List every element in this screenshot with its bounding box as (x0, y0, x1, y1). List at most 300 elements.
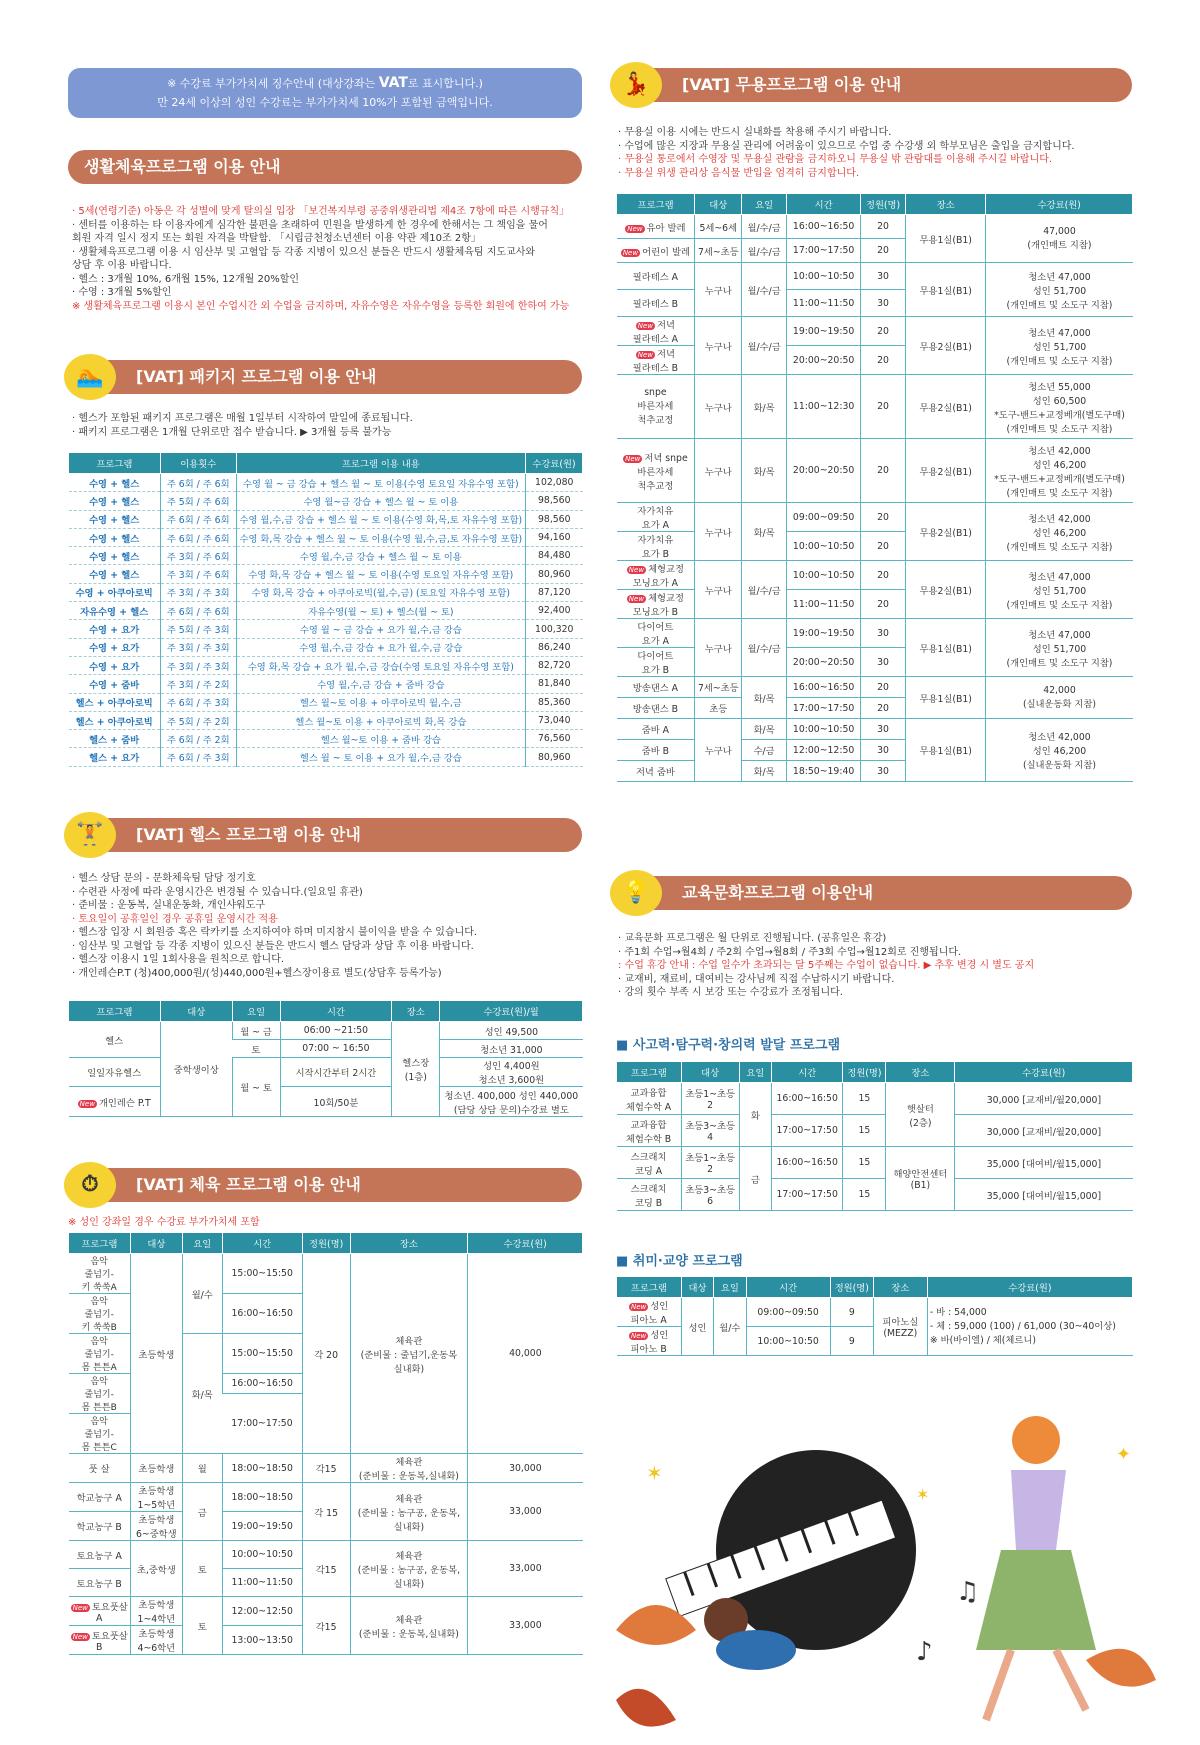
leaf-decoration (1086, 1649, 1156, 1687)
new-badge: New (625, 454, 641, 463)
table-row (69, 1254, 583, 1294)
table-cell: 10:00~10:50 (786, 532, 860, 561)
package-fee: 76,560 (526, 730, 583, 748)
svg-text:♫: ♫ (956, 1577, 980, 1607)
table-cell: 초등1~초등2 (681, 1083, 739, 1115)
dance-program: New 저녁 snpe 바른자세 척추교정 (617, 439, 695, 503)
package-count: 주 3회 / 주 6회 (160, 547, 236, 565)
sports-cell: 월 (182, 1454, 222, 1483)
health-time: 시작시간부터 2시간 (280, 1058, 392, 1087)
table-cell: 9 (830, 1298, 873, 1327)
column-header: 정원(명) (830, 1277, 873, 1298)
sports-time: 15:00~15:50 (222, 1254, 302, 1294)
sports-fee: 33,000 (468, 1597, 583, 1655)
table-cell: 17:00~17:50 (786, 698, 860, 719)
table-cell: 20 (861, 698, 906, 719)
table-cell: 16:00~16:50 (786, 215, 860, 239)
package-content: 수영 월,수,금 강습 + 헬스 월 ~ 토 이용 (236, 547, 525, 565)
table-cell: 30 (861, 719, 906, 740)
column-header: 요일 (714, 1277, 746, 1298)
table-cell: 무용2실(B1) (905, 561, 986, 619)
sports-day: 화/목 (182, 1334, 222, 1454)
vat-word: VAT (378, 75, 408, 91)
column-header: 시간 (222, 1233, 302, 1254)
new-badge: New (628, 566, 645, 574)
table-cell: 월/수/금 (742, 263, 787, 317)
dance-program: 필라테스 B (617, 290, 695, 317)
package-count: 주 6회 / 주 6회 (160, 528, 236, 546)
table-cell: 방송댄스 B (617, 698, 695, 719)
note-item: · 헬스장 입장 시 회원증 혹은 락카키를 소지하여야 하며 미지참시 불이익을 받을 수 있습니다. (72, 927, 478, 938)
table-cell: 35,000 [대여비/월15,000] (955, 1179, 1133, 1211)
life-sports-notes (72, 205, 592, 313)
package-fee: 81,840 (526, 675, 583, 693)
table-cell: 청소년 47,000 성인 51,700 (개인매트 및 소도구 지참) (986, 317, 1133, 375)
table-row (69, 693, 583, 711)
sports-fee: 40,000 (468, 1254, 583, 1454)
column-header: 수강료(원) (955, 1062, 1133, 1083)
package-program: 수영 + 헬스 (69, 510, 161, 528)
table-cell: 10:00~10:50 (786, 561, 860, 590)
sports-note: ※ 성인 강좌일 경우 수강료 부가가치세 포함 (68, 1217, 260, 1228)
table-row (69, 1541, 583, 1569)
package-program: 수영 + 헬스 (69, 547, 161, 565)
sports-target: 초등학생 6~중학생 (130, 1512, 182, 1541)
column-header: 정원(명) (843, 1062, 886, 1083)
table-cell: 줌바 B (617, 740, 695, 761)
dance-program: New 체형교정 모닝요가 B (617, 590, 695, 619)
edu-header (614, 876, 1132, 910)
table-cell: 해양안전센터 (B1) (886, 1147, 955, 1211)
package-content: 자유수영(월 ~ 토) + 헬스(월 ~ 토) (236, 602, 525, 620)
package-content: 수영 화,목 강습 + 헬스 월 ~ 토 이용(수영 월,수,금,토 자유수영 포함) (236, 528, 525, 546)
column-header: 요일 (742, 194, 787, 215)
table-cell: 월/수/금 (742, 239, 787, 263)
table-row (69, 1597, 583, 1626)
svg-text:✶: ✶ (646, 1461, 663, 1485)
dance-program: New 유아 발레 (617, 215, 695, 239)
package-program: 수영 + 헬스 (69, 528, 161, 546)
column-header: 시간 (280, 1001, 392, 1022)
table-cell: 20 (861, 677, 906, 698)
table-row (69, 656, 583, 674)
package-content: 헬스 월~토 이용 + 아쿠아로빅 화,목 강습 (236, 711, 525, 729)
sports-day: 월/수 (182, 1254, 222, 1334)
sports-fee: 33,000 (468, 1541, 583, 1597)
table-cell: 19:00~19:50 (786, 317, 860, 346)
package-program: 수영 + 요가 (69, 656, 161, 674)
svg-text:♪: ♪ (916, 1637, 933, 1667)
column-header: 시간 (746, 1277, 830, 1298)
sports-time: 11:00~11:50 (222, 1569, 302, 1597)
table-cell: 47,000 (개인매트 지참) (986, 215, 1133, 263)
column-header: 수강료(원) (986, 194, 1133, 215)
health-target: 중학생이상 (160, 1022, 232, 1117)
new-badge: New (637, 322, 654, 330)
column-header: 정원(명) (302, 1233, 350, 1254)
note-item: · 무용실 위생 관리상 음식물 반입을 엄격히 금지합니다. (618, 167, 860, 179)
table-cell: 무용1실(B1) (905, 719, 986, 782)
table-cell: 17:00~17:50 (771, 1179, 842, 1211)
package-title: [VAT] 패키지 프로그램 이용 안내 (136, 367, 377, 386)
package-content: 수영 화,목 강습 + 헬스 월 ~ 토 이용(수영 토요일 자유수영 포함) (236, 565, 525, 583)
dance-program: 자가치유 요가 A (617, 503, 695, 532)
table-cell: 청소년 42,000 성인 46,200 (개인매트 및 소도구 지참) (986, 503, 1133, 561)
package-program: 수영 + 아쿠아로빅 (69, 583, 161, 601)
piano-program: New 성인 피아노 A (617, 1298, 682, 1327)
table-row (69, 547, 583, 565)
column-header: 대상 (160, 1001, 232, 1022)
new-badge: New (622, 248, 639, 257)
table-cell: 12:00~12:50 (786, 740, 860, 761)
health-table (68, 1000, 583, 1117)
package-program: 수영 + 헬스 (69, 474, 161, 492)
note-item: · 수업에 많은 지장과 무용실 관리에 어려움이 있으므로 수업 중 수강생 외 학부모님은 출입을 금지합니다. (618, 140, 1075, 152)
edu-title: 교육문화프로그램 이용안내 (682, 883, 874, 902)
column-header: 장소 (392, 1001, 440, 1022)
package-content: 헬스 월 ~ 토 이용 + 요가 월,수,금 강습 (236, 748, 525, 766)
package-fee: 94,160 (526, 528, 583, 546)
package-count: 주 6회 / 주 3회 (160, 748, 236, 766)
health-notes (72, 872, 582, 980)
column-header: 수강료(원) (526, 453, 583, 474)
note-item: · 센터를 이용하는 타 이용자에게 심각한 불편을 초래하여 민원을 발생하게 한 경우에 한해서는 그 책임을 물어 (72, 219, 548, 231)
vat-line2: 만 24세 이상의 성인 수강료는 부가가치세 10%가 포함된 금액입니다. (157, 96, 493, 109)
table-cell: 20 (861, 215, 906, 239)
table-cell: 저녁 줌바 (617, 761, 695, 782)
new-badge: New (631, 1332, 647, 1340)
package-count: 주 6회 / 주 6회 (160, 602, 236, 620)
health-time: 07:00 ~ 16:50 (280, 1040, 392, 1058)
package-content: 수영 월,수,금 강습 + 줌바 강습 (236, 675, 525, 693)
table-cell: 30 (861, 263, 906, 290)
new-badge: New (631, 1303, 647, 1311)
table-cell: 30 (861, 619, 906, 648)
column-header: 프로그램 (617, 194, 695, 215)
life-sports-header (68, 150, 582, 184)
column-header: 수강료(원)/월 (440, 1001, 583, 1022)
package-content: 수영 월 ~ 금 강습 + 헬스 월 ~ 토 이용(수영 토요일 자유수영 포함) (236, 474, 525, 492)
note-item: · 교육문화 프로그램은 월 단위로 진행됩니다. (공휴일은 휴강) (618, 933, 887, 944)
table-cell: 무용1실(B1) (905, 215, 986, 263)
table-cell: 화/목 (742, 719, 787, 740)
table-cell: 성인 (681, 1298, 713, 1356)
new-badge: New (79, 1099, 95, 1108)
column-header: 프로그램 (69, 453, 161, 474)
table-cell: 10:00~10:50 (786, 263, 860, 290)
table-row (69, 748, 583, 766)
table-cell: 누구나 (695, 439, 742, 503)
sports-target: 초등학생 1~5학년 (130, 1483, 182, 1512)
package-fee: 73,040 (526, 711, 583, 729)
table-cell: 35,000 [대여비/월15,000] (955, 1147, 1133, 1179)
piano-fee: - 바 : 54,000 - 체 : 59,000 (100) / 61,000 (30~40이상) ※ 바(바이엘) / 체(체르니) (927, 1298, 1132, 1356)
package-fee: 84,480 (526, 547, 583, 565)
health-day: 월 ~ 토 (232, 1058, 280, 1117)
dance-table (616, 193, 1133, 782)
column-header: 장소 (873, 1277, 927, 1298)
package-fee: 102,080 (526, 474, 583, 492)
note-item: 상담 후 이용 바랍니다. (72, 260, 172, 271)
table-cell: 20:00~20:50 (786, 439, 860, 503)
health-prog: 개인레슨 P.T (98, 1097, 151, 1109)
sports-capacity: 각15 (302, 1597, 350, 1655)
sports-header (68, 1168, 582, 1202)
dance-program: 다이어트 요가 A (617, 619, 695, 648)
table-cell: 17:00~17:50 (786, 239, 860, 263)
table-cell: 스크래치 코딩 B (617, 1179, 682, 1211)
package-header (68, 360, 582, 394)
table-cell: 30 (861, 761, 906, 782)
column-header: 장소 (905, 194, 986, 215)
table-cell: 무용1실(B1) (905, 263, 986, 317)
note-item: · 주1회 수업→월4회 / 주2회 수업→월8회 / 주3회 수업→월12회로 진행됩니다. (618, 946, 962, 958)
package-fee: 100,320 (526, 620, 583, 638)
table-cell: 무용1실(B1) (905, 677, 986, 719)
table-cell: 30,000 [교재비/월20,000] (955, 1083, 1133, 1115)
column-header: 프로그램 (69, 1001, 161, 1022)
column-header: 요일 (232, 1001, 280, 1022)
package-content: 수영 월~금 강습 + 헬스 월 ~ 토 이용 (236, 492, 525, 510)
package-program: 헬스 + 아쿠아로빅 (69, 693, 161, 711)
table-cell: 초등 (695, 698, 742, 719)
column-header: 이용횟수 (160, 453, 236, 474)
table-cell: 수/금 (742, 740, 787, 761)
sports-cell: 18:00~18:50 (222, 1454, 302, 1483)
health-fee: 청소년 31,000 (440, 1040, 583, 1058)
sports-capacity: 각 20 (302, 1254, 350, 1454)
note-item: 회원 자격 일시 정지 또는 회원 자격을 박탈함. 「시립금천청소년센터 이용 약관 제10조 2항」 (72, 233, 481, 244)
table-cell: 20 (861, 439, 906, 503)
table-cell: 청소년 47,000 성인 51,700 (개인매트 및 소도구 지참) (986, 263, 1133, 317)
dancer-icon: 💃 (610, 62, 662, 108)
edu-notes (618, 932, 1138, 1000)
column-header: 요일 (182, 1233, 222, 1254)
column-header: 대상 (681, 1277, 713, 1298)
edu-sub2: ■ 취미·교양 프로그램 (616, 1250, 743, 1269)
sports-capacity: 각15 (302, 1541, 350, 1597)
table-cell: 월/수/금 (742, 619, 787, 677)
table-cell: 화/목 (742, 439, 787, 503)
table-cell: 16:00~16:50 (771, 1147, 842, 1179)
health-fee: 청소년 3,600원 (478, 1075, 545, 1086)
table-cell: 초등3~초등4 (681, 1115, 739, 1147)
table-cell: 30,000 [교재비/월20,000] (955, 1115, 1133, 1147)
table-cell: 무용2실(B1) (905, 503, 986, 561)
sports-program: New 토요풋살 B (69, 1626, 131, 1655)
life-sports-title: 생활체육프로그램 이용 안내 (84, 157, 281, 176)
dancer-hair (1012, 1416, 1060, 1464)
table-cell: 30 (861, 648, 906, 677)
table-cell: 누구나 (695, 317, 742, 375)
package-count: 주 6회 / 주 2회 (160, 730, 236, 748)
vat-line1: ※ 수강료 부가가치세 징수안내 (대상강좌는 (167, 77, 379, 90)
package-fee: 82,720 (526, 656, 583, 674)
package-count: 주 6회 / 주 6회 (160, 510, 236, 528)
sports-program: 음악 줄넘기- 키 쑥쑥A (69, 1254, 131, 1294)
table-cell: 7세~초등 (695, 239, 742, 263)
sports-day: 금 (182, 1483, 222, 1541)
sports-cell: 풋 살 (69, 1454, 131, 1483)
edu-sub1: ■ 사고력·탐구력·창의력 발달 프로그램 (616, 1034, 840, 1053)
table-cell: 10:00~10:50 (786, 719, 860, 740)
table-cell: 20 (861, 317, 906, 346)
dance-program: New 체형교정 모닝요가 A (617, 561, 695, 590)
table-row (69, 638, 583, 656)
health-fee: 성인 49,500 (440, 1022, 583, 1040)
dancer-skirt (976, 1550, 1096, 1650)
package-count: 주 3회 / 주 2회 (160, 675, 236, 693)
table-cell: 9 (830, 1327, 873, 1356)
note-item: · 생활체육프로그램 이용 시 임산부 및 고혈압 등 각종 지병이 있으신 분들은 반드시 생활체육팀 지도교사와 (72, 246, 536, 258)
note-item: · 무용실 통로에서 수영장 및 무용실 관람을 금지하오니 무용실 밖 관람대를 이용해 주시길 바랍니다. (618, 154, 1053, 165)
sports-target: 초등학생 4~6학년 (130, 1626, 182, 1655)
table-cell: 방송댄스 A (617, 677, 695, 698)
table-row (69, 510, 583, 528)
sports-day: 토 (182, 1541, 222, 1597)
table-cell: 11:00~12:30 (786, 375, 860, 439)
package-count: 주 5회 / 주 3회 (160, 620, 236, 638)
table-row (69, 1454, 583, 1483)
health-fee: 성인 4,400원 (483, 1061, 540, 1072)
table-cell: 청소년 47,000 성인 51,700 (개인매트 및 소도구 지참) (986, 619, 1133, 677)
table-cell: 청소년 42,000 성인 46,200 *도구-밴드+교정베개(별도구매) (개인매트 및 소도구 지참) (986, 439, 1133, 503)
piano-program: New 성인 피아노 B (617, 1327, 682, 1356)
note-item: · 헬스 : 3개월 10%, 6개월 15%, 12개월 20%할인 (72, 273, 300, 285)
sports-program: 음악 줄넘기- 몸 튼튼C (69, 1414, 131, 1454)
sports-title: [VAT] 체육 프로그램 이용 안내 (136, 1175, 361, 1194)
table-cell: 청소년 47,000 성인 51,700 (개인매트 및 소도구 지참) (986, 561, 1133, 619)
health-time: 06:00 ~21:50 (280, 1022, 392, 1040)
package-count: 주 3회 / 주 3회 (160, 656, 236, 674)
package-fee: 80,960 (526, 748, 583, 766)
sports-time: 15:00~15:50 (222, 1334, 302, 1374)
table-cell: 화/목 (742, 677, 787, 719)
note-item: · 임산부 및 고혈압 등 각종 지병이 있으신 분들은 반드시 헬스 담당과 상담 후 이용 바랍니다. (72, 940, 474, 952)
table-row (69, 1483, 583, 1512)
sports-time: 18:00~18:50 (222, 1483, 302, 1512)
table-cell: 월/수/금 (742, 317, 787, 375)
new-badge: New (72, 1632, 88, 1641)
sports-time: 13:00~13:50 (222, 1626, 302, 1655)
table-cell: 줌바 A (617, 719, 695, 740)
health-day: 월 ~ 금 (232, 1022, 280, 1040)
note-item: · 수영 : 3개월 5%할인 (72, 287, 172, 298)
column-header: 시간 (786, 194, 860, 215)
note-item: · 토요일이 공휴일인 경우 공휴일 운영시간 적용 (72, 913, 278, 925)
dumbbell-icon: 🏋 (64, 812, 116, 858)
table-cell: 20:00~20:50 (786, 346, 860, 375)
table-cell: 20 (861, 503, 906, 532)
table-row (69, 675, 583, 693)
note-item: · 개인레슨P.T (청)400,000원/(성)440,000원+헬스장이용료 별도(상담후 등록가능) (72, 967, 442, 979)
table-cell: 42,000 (실내운동화 지참) (986, 677, 1133, 719)
health-place: 헬스장 (1층) (392, 1022, 440, 1117)
table-cell: 월/수 (714, 1298, 746, 1356)
sports-time: 12:00~12:50 (222, 1597, 302, 1626)
dancer-top (1011, 1470, 1066, 1550)
column-header: 수강료(원) (468, 1233, 583, 1254)
table-cell: 누구나 (695, 619, 742, 677)
package-content: 헬스 월~토 이용 + 아쿠아로빅 월,수,금 (236, 693, 525, 711)
table-cell: 교과융합 체험수학 A (617, 1083, 682, 1115)
table-cell: 피아노실 (MEZZ) (873, 1298, 927, 1356)
table-cell: 무용2실(B1) (905, 375, 986, 439)
note-item: : 수업 휴강 안내 : 수업 일수가 초과되는 달 5주째는 수업이 없습니다. ▶ 추후 변경 시 별도 공지 (618, 960, 1035, 971)
table-cell: 17:00~17:50 (771, 1115, 842, 1147)
table-cell: 30 (861, 290, 906, 317)
package-program: 헬스 + 요가 (69, 748, 161, 766)
table-cell: 교과융합 체험수학 B (617, 1115, 682, 1147)
dance-program: 다이어트 요가 B (617, 648, 695, 677)
table-row (69, 711, 583, 729)
note-item: · 수련관 사정에 따라 운영시간은 변경될 수 있습니다.(일요일 휴관) (72, 886, 363, 898)
sports-program: 토요농구 A (69, 1541, 131, 1569)
table-cell: 7세~초등 (695, 677, 742, 698)
note-item: · 교재비, 재료비, 대여비는 강사님께 직접 수납하시기 바랍니다. (618, 973, 895, 985)
sports-program: 학교농구 B (69, 1512, 131, 1541)
note-item: · 5세(연령기준) 아동은 각 성별에 맞게 탈의실 입장 「보건복지부령 공중위생관리법 제4조 7항에 따른 시행규칙」 (72, 206, 570, 217)
package-count: 주 6회 / 주 6회 (160, 474, 236, 492)
health-fee: (담당 상담 문의)수강료 별도 (453, 1104, 569, 1116)
package-count: 주 5회 / 주 2회 (160, 711, 236, 729)
sports-place: 체육관 (준비물 : 줄넘기,운동복 실내화) (350, 1254, 468, 1454)
table-cell: 화/목 (742, 761, 787, 782)
package-count: 주 6회 / 주 3회 (160, 693, 236, 711)
health-time: 10회/50분 (280, 1087, 392, 1117)
table-cell: 무용1실(B1) (905, 619, 986, 677)
package-fee: 86,240 (526, 638, 583, 656)
vat-line1-end: 로 표시합니다.) (407, 77, 483, 90)
sports-target: 초등학생 1~4학년 (130, 1597, 182, 1626)
package-fee: 85,360 (526, 693, 583, 711)
sports-fee: 33,000 (468, 1483, 583, 1541)
table-cell: 19:00~19:50 (786, 619, 860, 648)
column-header: 프로그램 (617, 1062, 682, 1083)
table-cell: 금 (739, 1147, 771, 1211)
sports-day: 토 (182, 1597, 222, 1655)
table-cell: 18:50~19:40 (786, 761, 860, 782)
dance-title: [VAT] 무용프로그램 이용 안내 (682, 75, 902, 94)
table-cell: 20 (861, 532, 906, 561)
health-header (68, 818, 582, 852)
stopwatch-icon: ⏱ (64, 1162, 116, 1208)
sports-target: 초등학생 (130, 1254, 182, 1454)
package-content: 수영 월,수,금 강습 + 헬스 월 ~ 토 이용(수영 화,목,토 자유수영 포함) (236, 510, 525, 528)
table-cell: 누구나 (695, 263, 742, 317)
table-cell: 16:00~16:50 (771, 1083, 842, 1115)
package-count: 주 3회 / 주 3회 (160, 638, 236, 656)
table-row (69, 583, 583, 601)
sports-program: 토요농구 B (69, 1569, 131, 1597)
package-count: 주 3회 / 주 6회 (160, 565, 236, 583)
note-item: · 무용실 이용 시에는 반드시 실내화를 착용해 주시기 바랍니다. (618, 127, 892, 138)
health-prog: 헬스 (69, 1022, 161, 1058)
vat-notice (68, 68, 582, 118)
sports-program: 학교농구 A (69, 1483, 131, 1512)
table-cell: 30 (861, 740, 906, 761)
piano-table (616, 1276, 1133, 1356)
table-cell: 20:00~20:50 (786, 648, 860, 677)
table-cell: 5세~6세 (695, 215, 742, 239)
package-content: 수영 화,목 강습 + 아쿠아로빅(월,수,금) (토요일 자유수영 포함) (236, 583, 525, 601)
column-header: 프로그램 (69, 1233, 131, 1254)
sports-time: 17:00~17:50 (222, 1394, 302, 1454)
dance-program: 자가치유 요가 B (617, 532, 695, 561)
sports-table (68, 1232, 583, 1655)
table-cell: 20 (861, 239, 906, 263)
package-content: 수영 월,수,금 강습 + 요가 월,수,금 강습 (236, 638, 525, 656)
